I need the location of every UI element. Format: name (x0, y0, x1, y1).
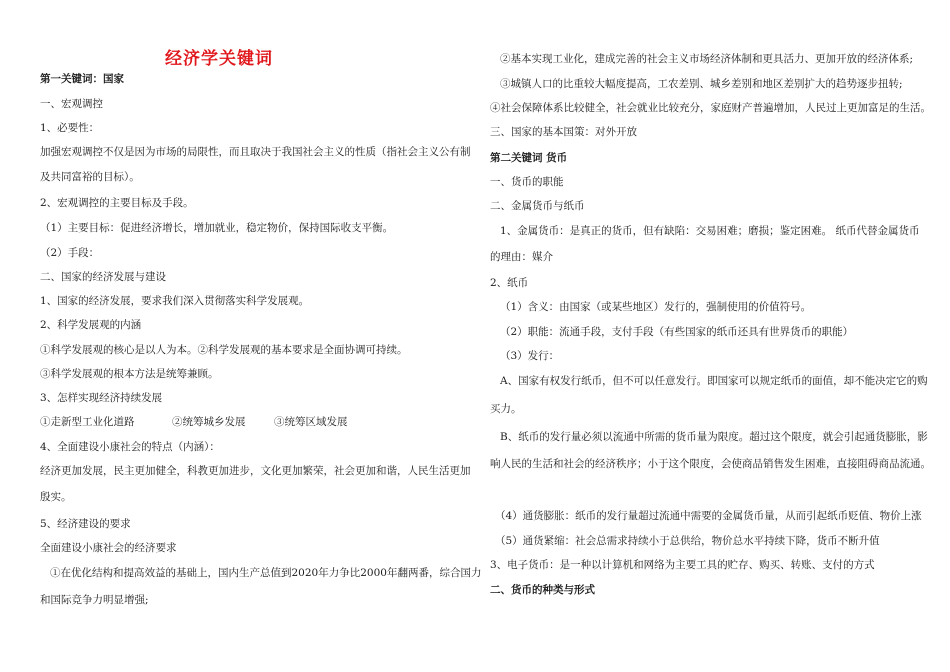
text-line: 的理由：媒介 (490, 251, 553, 263)
text-line: （2）手段： (40, 247, 100, 259)
text-line: 一、宏观调控 (40, 98, 103, 110)
text-line: 1、金属货币：是真正的货币，但有缺陷：交易困难；磨损；鉴定困难。 纸币代替金属货币 (500, 225, 920, 237)
text-line: 买力。 (490, 403, 522, 415)
text-line: 二、金属货币与纸币 (490, 200, 585, 212)
text-line: ②统筹城乡发展 (172, 416, 246, 428)
text-line: 殷实。 (40, 491, 72, 503)
text-line: 1、必要性： (40, 122, 100, 134)
text-line: 及共同富裕的目标）。 (40, 171, 140, 183)
text-line: 三、国家的基本国策：对外开放 (490, 126, 637, 138)
section-heading: 二、货币的种类与形式 (490, 584, 595, 596)
text-line: 4、全面建设小康社会的特点（内涵）： (40, 441, 220, 453)
text-line: 和国际竞争力明显增强; (40, 594, 149, 606)
text-line: 响人民的生活和社会的经济秩序；小于这个限度，会使商品销售发生困难，直接阻碍商品流通。 (490, 458, 931, 470)
text-line: （4）通货膨胀：纸币的发行量超过流通中需要的金属货币量，从而引起纸币贬值、物价上涨 (495, 510, 922, 522)
text-line: 5、经济建设的要求 (40, 518, 131, 530)
text-line: （3）发行： (500, 350, 560, 362)
text-line: ③科学发展观的根本方法是统筹兼顾。 (40, 368, 219, 380)
text-line: ③统筹区域发展 (274, 416, 348, 428)
text-line: A、国家有权发行纸币，但不可以任意发行。即国家可以规定纸币的面值，却不能决定它的购 (500, 375, 928, 387)
section-heading: 第二关键词 货币 (490, 152, 568, 164)
section-heading: 第一关键词：国家 (40, 73, 124, 85)
text-line: 1、国家的经济发展，要求我们深入贯彻落实科学发展观。 (40, 295, 310, 307)
text-line: 3、怎样实现经济持续发展 (40, 392, 163, 404)
text-line: 二、国家的经济发展与建设 (40, 271, 166, 283)
text-line: （1）主要目标：促进经济增长，增加就业，稳定物价，保持国际收支平衡。 (40, 222, 394, 234)
text-line: （2）职能：流通手段，支付手段（有些国家的纸币还具有世界货币的职能） (500, 326, 854, 338)
text-line: 3、电子货币：是一种以计算机和网络为主要工具的贮存、购买、转账、支付的方式 (490, 559, 875, 571)
text-line: 全面建设小康社会的经济要求 (40, 542, 177, 554)
text-line: ②基本实现工业化，建成完善的社会主义市场经济体制和更具活力、更加开放的经济体系; (500, 53, 914, 65)
text-line: ③城镇人口的比重较大幅度提高，工农差别、城乡差别和地区差别扩大的趋势逐步扭转; (500, 78, 903, 90)
text-line: ①科学发展观的核心是以人为本。②科学发展观的基本要求是全面协调可持续。 (40, 344, 408, 356)
text-line: 2、纸币 (490, 277, 529, 289)
text-line: 2、宏观调控的主要目标及手段。 (40, 197, 194, 209)
text-line: （5）通货紧缩：社会总需求持续小于总供给，物价总水平持续下降，货币不断升值 (495, 535, 880, 547)
text-line: 一、货币的职能 (490, 176, 564, 188)
text-line: B、纸币的发行量必须以流通中所需的货币量为限度。超过这个限度，就会引起通货膨胀，影 (500, 431, 928, 443)
text-line: ①走新型工业化道路 (40, 416, 135, 428)
text-line: 加强宏观调控不仅是因为市场的局限性，而且取决于我国社会主义的性质（指社会主义公有制 (40, 146, 471, 158)
text-line: （1）含义：由国家（或某些地区）发行的，强制使用的价值符号。 (500, 301, 812, 313)
text-line: 经济更加发展，民主更加健全，科教更加进步，文化更加繁荣，社会更加和谐，人民生活更加 (40, 465, 471, 477)
page-title: 经济学关键词 (165, 49, 273, 69)
text-line: ④社会保障体系比较健全，社会就业比较充分，家庭财产普遍增加，人民过上更加富足的生活。 (490, 102, 931, 114)
text-line: ①在优化结构和提高效益的基础上，国内生产总值到2020年力争比2000年翻两番，综合国力 (50, 567, 482, 579)
text-line: 2、科学发展观的内涵 (40, 319, 142, 331)
